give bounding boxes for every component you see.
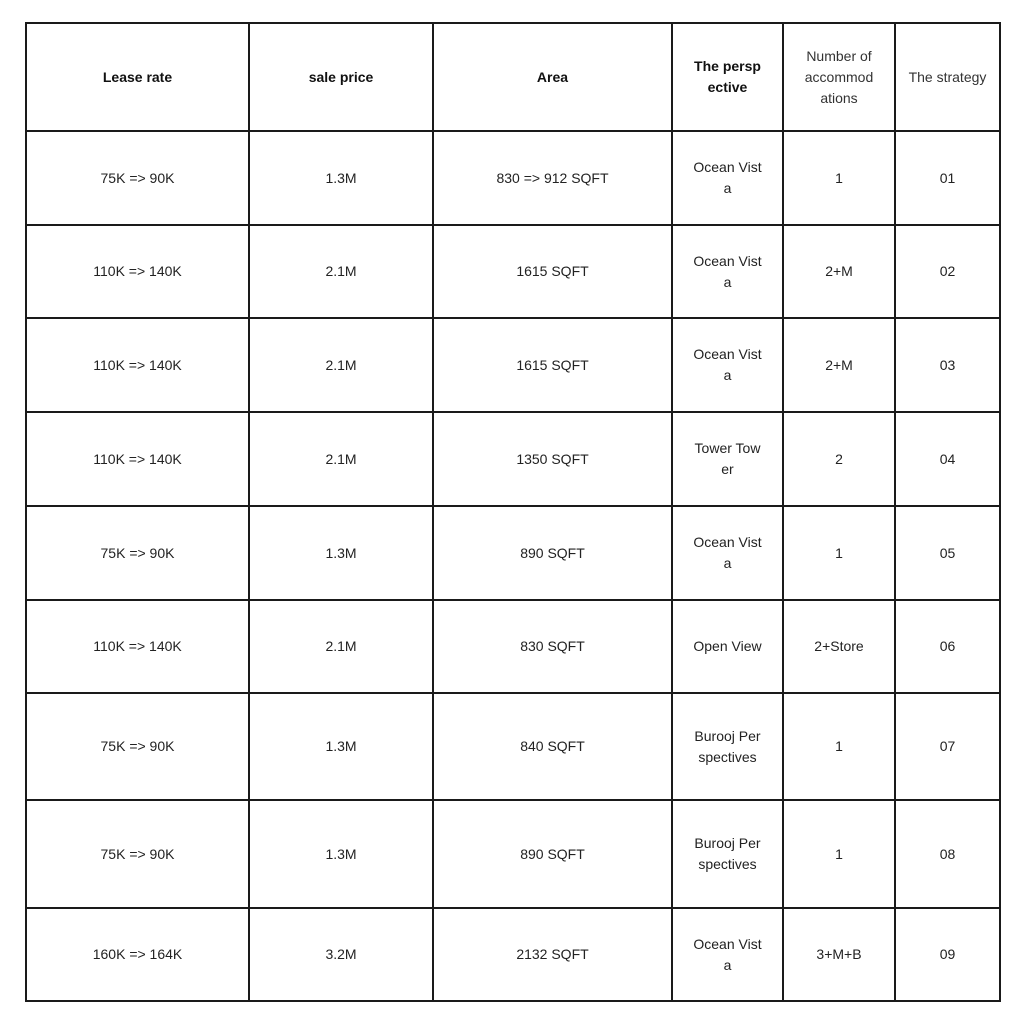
table-row xyxy=(26,800,1000,908)
header-perspective-label: The perspective xyxy=(694,58,761,95)
cell-accommodations: 3+M+B xyxy=(783,908,895,1001)
cell-strategy: 02 xyxy=(895,225,1000,318)
table-row xyxy=(26,908,1000,1001)
cell-perspective-text: Open View xyxy=(693,638,762,654)
cell-strategy: 03 xyxy=(895,318,1000,412)
cell-perspective-text: Tower Tower xyxy=(694,440,761,477)
cell-lease-rate: 75K => 90K xyxy=(26,693,249,800)
cell-area: 1350 SQFT xyxy=(433,412,672,506)
cell-area: 840 SQFT xyxy=(433,693,672,800)
cell-sale-price: 2.1M xyxy=(249,318,433,412)
header-accommodations xyxy=(783,23,895,131)
header-area: Area xyxy=(433,23,672,131)
cell-area: 2132 SQFT xyxy=(433,908,672,1001)
cell-strategy: 05 xyxy=(895,506,1000,600)
cell-area: 890 SQFT xyxy=(433,506,672,600)
cell-strategy: 08 xyxy=(895,800,1000,908)
table-row xyxy=(26,225,1000,318)
cell-perspective xyxy=(672,225,783,318)
table-row xyxy=(26,693,1000,800)
cell-area: 1615 SQFT xyxy=(433,318,672,412)
header-strategy: The strategy xyxy=(895,23,1000,131)
cell-sale-price: 1.3M xyxy=(249,131,433,225)
cell-perspective-text: Burooj Perspectives xyxy=(694,727,761,765)
cell-lease-rate: 110K => 140K xyxy=(26,600,249,693)
cell-perspective-text: Ocean Vista xyxy=(693,534,762,571)
header-perspective xyxy=(672,23,783,131)
cell-perspective xyxy=(672,318,783,412)
cell-lease-rate: 75K => 90K xyxy=(26,800,249,908)
cell-accommodations: 2 xyxy=(783,412,895,506)
cell-strategy: 01 xyxy=(895,131,1000,225)
cell-accommodations: 2+M xyxy=(783,225,895,318)
cell-lease-rate: 75K => 90K xyxy=(26,131,249,225)
table-header-row xyxy=(26,23,1000,131)
cell-strategy: 09 xyxy=(895,908,1000,1001)
cell-accommodations: 1 xyxy=(783,693,895,800)
cell-sale-price: 2.1M xyxy=(249,600,433,693)
cell-sale-price: 3.2M xyxy=(249,908,433,1001)
cell-perspective xyxy=(672,412,783,506)
cell-lease-rate: 110K => 140K xyxy=(26,318,249,412)
table-row xyxy=(26,131,1000,225)
cell-accommodations: 2+Store xyxy=(783,600,895,693)
cell-perspective xyxy=(672,600,783,693)
cell-accommodations: 1 xyxy=(783,800,895,908)
cell-sale-price: 2.1M xyxy=(249,225,433,318)
cell-perspective xyxy=(672,908,783,1001)
cell-lease-rate: 75K => 90K xyxy=(26,506,249,600)
cell-strategy: 06 xyxy=(895,600,1000,693)
cell-area: 890 SQFT xyxy=(433,800,672,908)
table-row xyxy=(26,412,1000,506)
cell-strategy: 04 xyxy=(895,412,1000,506)
cell-area: 830 => 912 SQFT xyxy=(433,131,672,225)
cell-lease-rate: 110K => 140K xyxy=(26,412,249,506)
cell-perspective-text: Ocean Vista xyxy=(693,346,762,383)
header-accommodations-label: Number of accommodations xyxy=(804,47,874,106)
cell-lease-rate: 160K => 164K xyxy=(26,908,249,1001)
cell-lease-rate: 110K => 140K xyxy=(26,225,249,318)
cell-perspective xyxy=(672,800,783,908)
table-row xyxy=(26,600,1000,693)
cell-accommodations: 1 xyxy=(783,131,895,225)
cell-perspective-text: Ocean Vista xyxy=(693,252,762,290)
cell-perspective xyxy=(672,131,783,225)
header-lease-rate: Lease rate xyxy=(26,23,249,131)
cell-perspective-text: Ocean Vista xyxy=(693,159,762,196)
cell-sale-price: 1.3M xyxy=(249,800,433,908)
cell-perspective-text: Burooj Perspectives xyxy=(694,835,761,872)
cell-perspective xyxy=(672,506,783,600)
cell-perspective xyxy=(672,693,783,800)
property-units-table xyxy=(25,22,1001,1002)
cell-accommodations: 2+M xyxy=(783,318,895,412)
cell-area: 1615 SQFT xyxy=(433,225,672,318)
table-row xyxy=(26,506,1000,600)
cell-accommodations: 1 xyxy=(783,506,895,600)
cell-sale-price: 2.1M xyxy=(249,412,433,506)
cell-area: 830 SQFT xyxy=(433,600,672,693)
cell-sale-price: 1.3M xyxy=(249,506,433,600)
header-sale-price: sale price xyxy=(249,23,433,131)
cell-sale-price: 1.3M xyxy=(249,693,433,800)
cell-perspective-text: Ocean Vista xyxy=(693,935,762,973)
cell-strategy: 07 xyxy=(895,693,1000,800)
table-row xyxy=(26,318,1000,412)
